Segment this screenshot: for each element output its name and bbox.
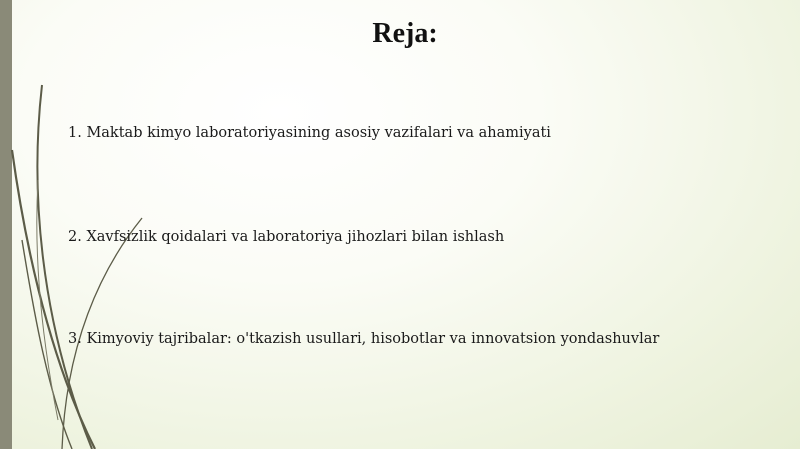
plan-item-2: 2. Xavfsizlik qoidalari va laboratoriya jihozlari bilan ishlash (68, 229, 505, 245)
decorative-stems-graphic (0, 0, 160, 449)
slide-title: Reja: (372, 18, 438, 49)
plan-item-3: 3. Kimyoviy tajribalar: o'tkazish usullari, hisobotlar va innovatsion yondashuvlar (68, 331, 660, 347)
plan-item-1: 1. Maktab kimyo laboratoriyasining asosiy vazifalari va ahamiyati (68, 125, 551, 141)
